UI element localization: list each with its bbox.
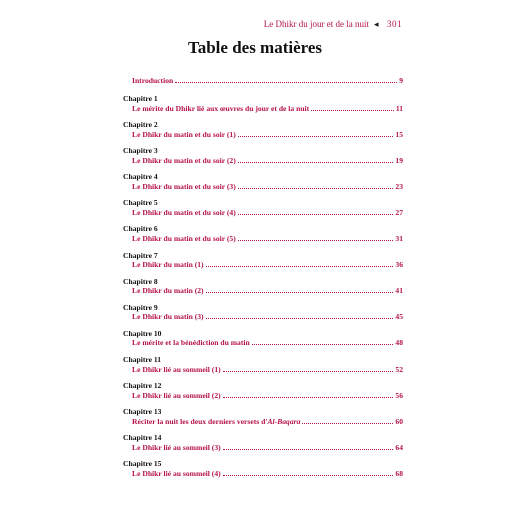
chapter-label: Chapitre 14: [123, 433, 162, 443]
chapter-label: Chapitre 9: [123, 302, 158, 312]
page-number: 301: [387, 19, 402, 29]
toc-entry-chapter[interactable]: [123, 434, 403, 452]
toc-entry-title-text: Le Dhikr lié au sommeil (2): [132, 390, 221, 400]
toc-entry-page: 31: [395, 234, 403, 244]
toc-entry-title-text: Le Dhikr du matin et du soir (2): [132, 155, 236, 165]
dot-leader: [206, 292, 394, 293]
toc-entry-chapter[interactable]: [123, 147, 403, 165]
dot-leader: [302, 423, 393, 424]
toc-entry-chapter[interactable]: [123, 356, 403, 374]
chapter-label: Chapitre 6: [123, 224, 158, 234]
toc-entry-chapter[interactable]: [123, 304, 403, 322]
chapter-label: Chapitre 10: [123, 328, 162, 338]
toc-entry-title: [132, 365, 221, 374]
dot-leader: [223, 371, 394, 372]
toc-entry-page: 9: [399, 76, 403, 85]
dot-leader: [238, 188, 394, 189]
toc-entry-chapter[interactable]: [123, 95, 403, 113]
dot-leader: [238, 214, 394, 215]
chapter-label: Chapitre 4: [123, 172, 158, 182]
chapter-label: Chapitre 8: [123, 276, 158, 286]
chapter-label: Chapitre 3: [123, 146, 158, 156]
dot-leader: [238, 162, 394, 163]
toc-entry-page: 23: [395, 181, 403, 191]
toc-entry-title: [132, 130, 236, 139]
toc-entry-introduction[interactable]: [123, 76, 403, 85]
toc-entry-chapter[interactable]: [123, 173, 403, 191]
dot-leader: [206, 318, 394, 319]
toc-entry-page: 64: [395, 442, 403, 452]
dot-leader: [223, 475, 394, 476]
toc-entry-page: 11: [395, 103, 403, 113]
toc-entry-page: 68: [395, 468, 403, 478]
toc-entry-title-text: Le Dhikr lié au sommeil (4): [132, 468, 221, 478]
toc-entry-title-text: Réciter la nuit les deux derniers versets d': [132, 416, 268, 426]
toc-entry-title: [132, 182, 236, 191]
running-header: [0, 19, 510, 33]
toc-entry-title: [132, 469, 221, 478]
toc-entry-page: 52: [395, 364, 403, 374]
toc-entry-chapter[interactable]: [123, 278, 403, 296]
toc-entry-title-text: Le Dhikr lié au sommeil (1): [132, 364, 221, 374]
toc-entry-title-text: Le Dhikr du matin et du soir (1): [132, 129, 236, 139]
toc-entry-title: [132, 104, 309, 113]
toc-entry-chapter[interactable]: [123, 330, 403, 348]
toc-entry-chapter[interactable]: [123, 199, 403, 217]
toc-entry-page: 45: [395, 312, 403, 322]
toc-entry-title: [132, 417, 300, 426]
chapter-label: Chapitre 7: [123, 250, 158, 260]
dot-leader: [175, 82, 397, 83]
toc-entry-title: [132, 260, 204, 269]
toc-entry-title-text: Le mérite du Dhikr lié aux œuvres du jour et de la nuit: [132, 103, 310, 113]
table-of-contents: [123, 76, 403, 478]
toc-entry-page: 41: [395, 286, 403, 296]
toc-entry-title: [132, 286, 204, 295]
toc-entry-title: [132, 234, 236, 243]
running-title: Le Dhikr du jour et de la nuit: [263, 19, 369, 29]
toc-entry-title-text: Le mérite et la bénédiction du matin: [132, 338, 250, 348]
dot-leader: [206, 266, 394, 267]
dot-leader: [238, 240, 394, 241]
toc-entry-page: 27: [395, 207, 403, 217]
toc-entry-title: [132, 312, 204, 321]
toc-entry-chapter[interactable]: [123, 408, 403, 426]
ornament-icon: ◂: [374, 19, 379, 29]
toc-entry-title-text: Le Dhikr du matin et du soir (3): [132, 181, 236, 191]
toc-entry-title: Introduction: [132, 76, 174, 85]
toc-entry-page: 36: [395, 260, 403, 270]
dot-leader: [223, 449, 394, 450]
toc-entry-title: [132, 156, 236, 165]
toc-entry-page: 48: [395, 338, 403, 348]
toc-entry-title-text: Le Dhikr du matin (3): [132, 312, 204, 322]
toc-entry-chapter[interactable]: [123, 382, 403, 400]
toc-entry-chapter[interactable]: [123, 121, 403, 139]
toc-entry-title-italic: Al-Baqara: [267, 416, 301, 426]
toc-entry-title-text: Le Dhikr lié au sommeil (3): [132, 442, 221, 452]
chapter-label: Chapitre 12: [123, 381, 162, 391]
dot-leader: [223, 397, 394, 398]
chapter-label: Chapitre 1: [123, 94, 158, 103]
toc-entry-chapter[interactable]: [123, 460, 403, 478]
toc-entry-chapter[interactable]: [123, 225, 403, 243]
toc-entry-page: 15: [395, 129, 403, 139]
toc-entry-title-text: Le Dhikr du matin (1): [132, 260, 204, 270]
toc-entry-page: 19: [395, 155, 403, 165]
dot-leader: [311, 110, 394, 111]
page-title: Table des matières: [187, 38, 323, 57]
toc-entry-title-text: Le Dhikr du matin (2): [132, 286, 204, 296]
toc-entry-title-text: Le Dhikr du matin et du soir (5): [132, 234, 236, 244]
dot-leader: [238, 136, 394, 137]
toc-entry-title: [132, 443, 221, 452]
toc-entry-title: [132, 208, 236, 217]
chapter-label: Chapitre 15: [123, 459, 162, 469]
chapter-label: Chapitre 11: [123, 354, 162, 364]
dot-leader: [252, 344, 394, 345]
chapter-label: Chapitre 13: [123, 407, 162, 417]
toc-entry-page: 56: [395, 390, 403, 400]
toc-entry-title: [132, 338, 250, 347]
chapter-label: Chapitre 5: [123, 198, 158, 208]
toc-entry-chapter[interactable]: [123, 252, 403, 270]
toc-entry-page: 60: [395, 416, 403, 426]
chapter-label: Chapitre 2: [123, 120, 158, 130]
toc-entry-title: [132, 391, 221, 400]
toc-entry-title-text: Le Dhikr du matin et du soir (4): [132, 207, 236, 217]
